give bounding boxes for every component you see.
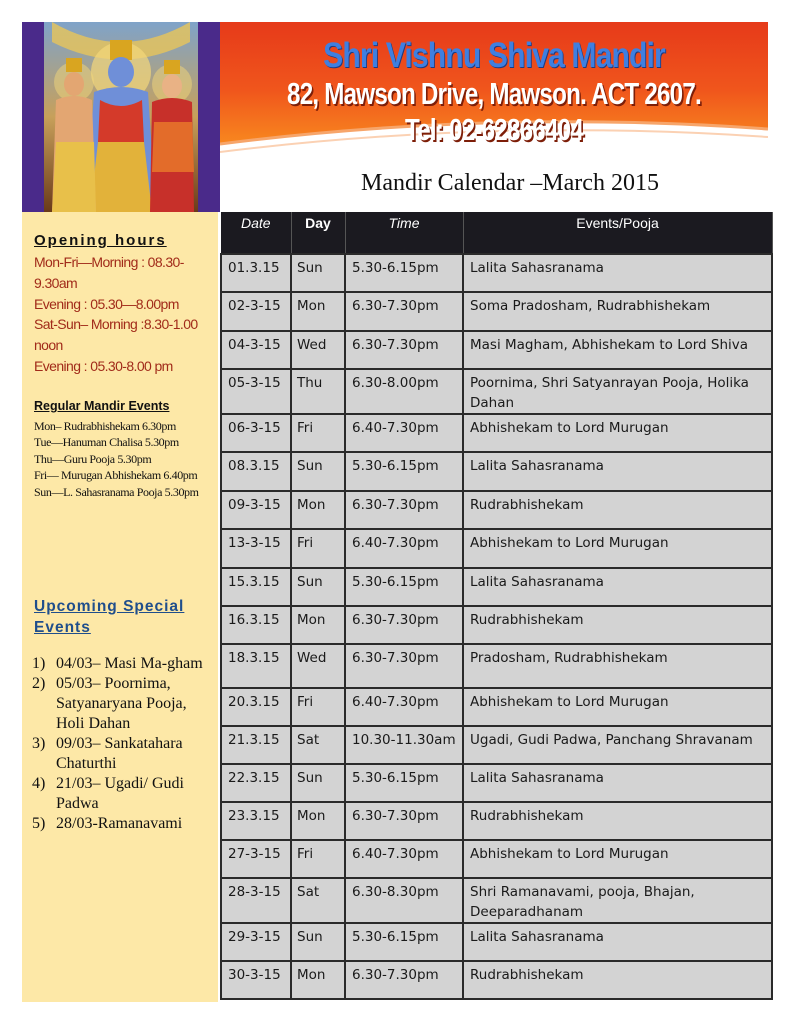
day-cell: Mon [291, 491, 345, 529]
time-cell: 6.30-8.00pm [345, 369, 463, 414]
event-cell: Lalita Sahasranama [463, 923, 772, 961]
date-cell: 20.3.15 [221, 688, 291, 726]
date-cell: 18.3.15 [221, 644, 291, 688]
date-cell: 09-3-15 [221, 491, 291, 529]
event-cell: Abhishekam to Lord Murugan [463, 414, 772, 452]
day-cell: Fri [291, 414, 345, 452]
date-cell: 02-3-15 [221, 292, 291, 331]
table-row [221, 688, 772, 726]
event-cell: Ugadi, Gudi Padwa, Panchang Shravanam [463, 726, 772, 764]
event-cell: Lalita Sahasranama [463, 568, 772, 606]
table-row [221, 529, 772, 568]
day-cell: Sun [291, 923, 345, 961]
event-cell: Pradosham, Rudrabhishekam [463, 644, 772, 688]
calendar-table [220, 212, 773, 1000]
sidebar [22, 212, 218, 1002]
calendar-title: Mandir Calendar –March 2015 [361, 170, 659, 196]
table-row [221, 644, 772, 688]
column-header-events: Events/Pooja [463, 212, 772, 254]
day-cell: Sun [291, 452, 345, 491]
date-cell: 21.3.15 [221, 726, 291, 764]
column-header-day: Day [291, 212, 345, 254]
upcoming-event-item [32, 654, 218, 674]
upcoming-event-number: 1) [32, 655, 46, 672]
header-banner [220, 22, 768, 174]
time-cell: 6.30-7.30pm [345, 961, 463, 999]
date-cell: 15.3.15 [221, 568, 291, 606]
table-row [221, 923, 772, 961]
upcoming-event-number: 2) [32, 675, 46, 692]
table-row [221, 369, 772, 414]
table-row [221, 331, 772, 369]
regular-events-body [34, 418, 218, 500]
upcoming-event-text: 28/03-Ramanavami [56, 815, 183, 832]
event-cell: Poornima, Shri Satyanrayan Pooja, Holika Dahan [463, 369, 772, 414]
opening-line: Sat-Sun– Morning :8.30-1.00 noon [34, 316, 198, 354]
date-cell: 28-3-15 [221, 878, 291, 923]
date-cell: 22.3.15 [221, 764, 291, 802]
upcoming-events-title: Upcoming Special Events [34, 598, 185, 636]
column-header-time: Time [345, 212, 463, 254]
date-cell: 27-3-15 [221, 840, 291, 878]
date-cell: 04-3-15 [221, 331, 291, 369]
time-cell: 6.30-7.30pm [345, 606, 463, 644]
event-cell: Abhishekam to Lord Murugan [463, 840, 772, 878]
opening-line: Evening : 05.30-8.00 pm [34, 357, 173, 374]
table-row [221, 254, 772, 292]
regular-event-line: Tue—Hanuman Chalisa 5.30pm [34, 435, 179, 450]
upcoming-event-item [32, 774, 218, 814]
opening-hours-title: Opening hours [34, 232, 167, 249]
time-cell: 6.30-7.30pm [345, 331, 463, 369]
event-cell: Lalita Sahasranama [463, 764, 772, 802]
table-row [221, 802, 772, 840]
time-cell: 6.40-7.30pm [345, 414, 463, 452]
day-cell: Wed [291, 331, 345, 369]
date-cell: 01.3.15 [221, 254, 291, 292]
event-cell: Masi Magham, Abhishekam to Lord Shiva [463, 331, 772, 369]
event-cell: Shri Ramanavami, pooja, Bhajan, Deeparadhanam [463, 878, 772, 923]
day-cell: Fri [291, 529, 345, 568]
upcoming-event-text: 09/03– Sankatahara Chaturthi [56, 735, 183, 772]
event-cell: Lalita Sahasranama [463, 254, 772, 292]
event-cell: Abhishekam to Lord Murugan [463, 529, 772, 568]
time-cell: 6.30-7.30pm [345, 491, 463, 529]
table-row [221, 764, 772, 802]
regular-event-line: Thu—Guru Pooja 5.30pm [34, 451, 152, 466]
table-row [221, 726, 772, 764]
table-row [221, 452, 772, 491]
event-cell: Rudrabhishekam [463, 961, 772, 999]
day-cell: Mon [291, 961, 345, 999]
time-cell: 6.40-7.30pm [345, 840, 463, 878]
event-cell: Rudrabhishekam [463, 606, 772, 644]
upcoming-event-number: 5) [32, 815, 46, 832]
day-cell: Wed [291, 644, 345, 688]
date-cell: 23.3.15 [221, 802, 291, 840]
day-cell: Mon [291, 292, 345, 331]
day-cell: Sat [291, 878, 345, 923]
time-cell: 6.30-7.30pm [345, 802, 463, 840]
date-cell: 13-3-15 [221, 529, 291, 568]
day-cell: Sun [291, 254, 345, 292]
upcoming-event-text: 21/03– Ugadi/ Gudi Padwa [56, 775, 184, 812]
time-cell: 6.30-8.30pm [345, 878, 463, 923]
upcoming-event-item [32, 814, 218, 834]
event-cell: Lalita Sahasranama [463, 452, 772, 491]
table-row [221, 606, 772, 644]
time-cell: 6.30-7.30pm [345, 292, 463, 331]
time-cell: 10.30-11.30am [345, 726, 463, 764]
day-cell: Fri [291, 688, 345, 726]
column-header-date: Date [221, 212, 291, 254]
table-row [221, 414, 772, 452]
upcoming-event-text: 05/03– Poornima, Satyanaryana Pooja, Holi Dahan [56, 675, 187, 732]
event-cell: Rudrabhishekam [463, 802, 772, 840]
regular-event-line: Mon– Rudrabhishekam 6.30pm [34, 419, 176, 433]
day-cell: Sun [291, 764, 345, 802]
calendar-table-body [221, 254, 772, 999]
upcoming-event-item [32, 674, 218, 734]
temple-name: Shri Vishnu Shiva Mandir [323, 36, 665, 75]
date-cell: 06-3-15 [221, 414, 291, 452]
opening-line: Evening : 05.30—8.00pm [34, 295, 179, 312]
upcoming-events-list [32, 654, 218, 834]
time-cell: 5.30-6.15pm [345, 568, 463, 606]
upcoming-event-text: 04/03– Masi Ma-gham [56, 655, 203, 672]
time-cell: 6.30-7.30pm [345, 644, 463, 688]
deity-picture [22, 22, 220, 212]
time-cell: 6.40-7.30pm [345, 688, 463, 726]
table-row [221, 840, 772, 878]
time-cell: 5.30-6.15pm [345, 923, 463, 961]
day-cell: Thu [291, 369, 345, 414]
regular-event-line: Sun—L. Sahasranama Pooja 5.30pm [34, 484, 199, 499]
day-cell: Mon [291, 802, 345, 840]
table-row [221, 961, 772, 999]
table-header-row [221, 212, 772, 254]
table-row [221, 878, 772, 923]
date-cell: 05-3-15 [221, 369, 291, 414]
upcoming-event-number: 3) [32, 735, 46, 752]
day-cell: Mon [291, 606, 345, 644]
opening-hours-body [34, 252, 216, 377]
opening-line: Mon-Fri—Morning : 08.30-9.30am [34, 254, 184, 291]
time-cell: 5.30-6.15pm [345, 254, 463, 292]
date-cell: 16.3.15 [221, 606, 291, 644]
table-row [221, 292, 772, 331]
day-cell: Sun [291, 568, 345, 606]
upcoming-event-number: 4) [32, 775, 46, 792]
date-cell: 29-3-15 [221, 923, 291, 961]
time-cell: 5.30-6.15pm [345, 452, 463, 491]
day-cell: Fri [291, 840, 345, 878]
date-cell: 08.3.15 [221, 452, 291, 491]
time-cell: 6.40-7.30pm [345, 529, 463, 568]
regular-event-line: Fri— Murugan Abhishekam 6.40pm [34, 468, 198, 483]
event-cell: Rudrabhishekam [463, 491, 772, 529]
regular-events-title: Regular Mandir Events [34, 399, 170, 413]
time-cell: 5.30-6.15pm [345, 764, 463, 802]
table-row [221, 491, 772, 529]
temple-address: 82, Mawson Drive, Mawson. ACT 2607. Tel: 02-62866404 [287, 76, 701, 147]
event-cell: Soma Pradosham, Rudrabhishekam [463, 292, 772, 331]
table-row [221, 568, 772, 606]
day-cell: Sat [291, 726, 345, 764]
event-cell: Abhishekam to Lord Murugan [463, 688, 772, 726]
upcoming-event-item [32, 734, 218, 774]
date-cell: 30-3-15 [221, 961, 291, 999]
